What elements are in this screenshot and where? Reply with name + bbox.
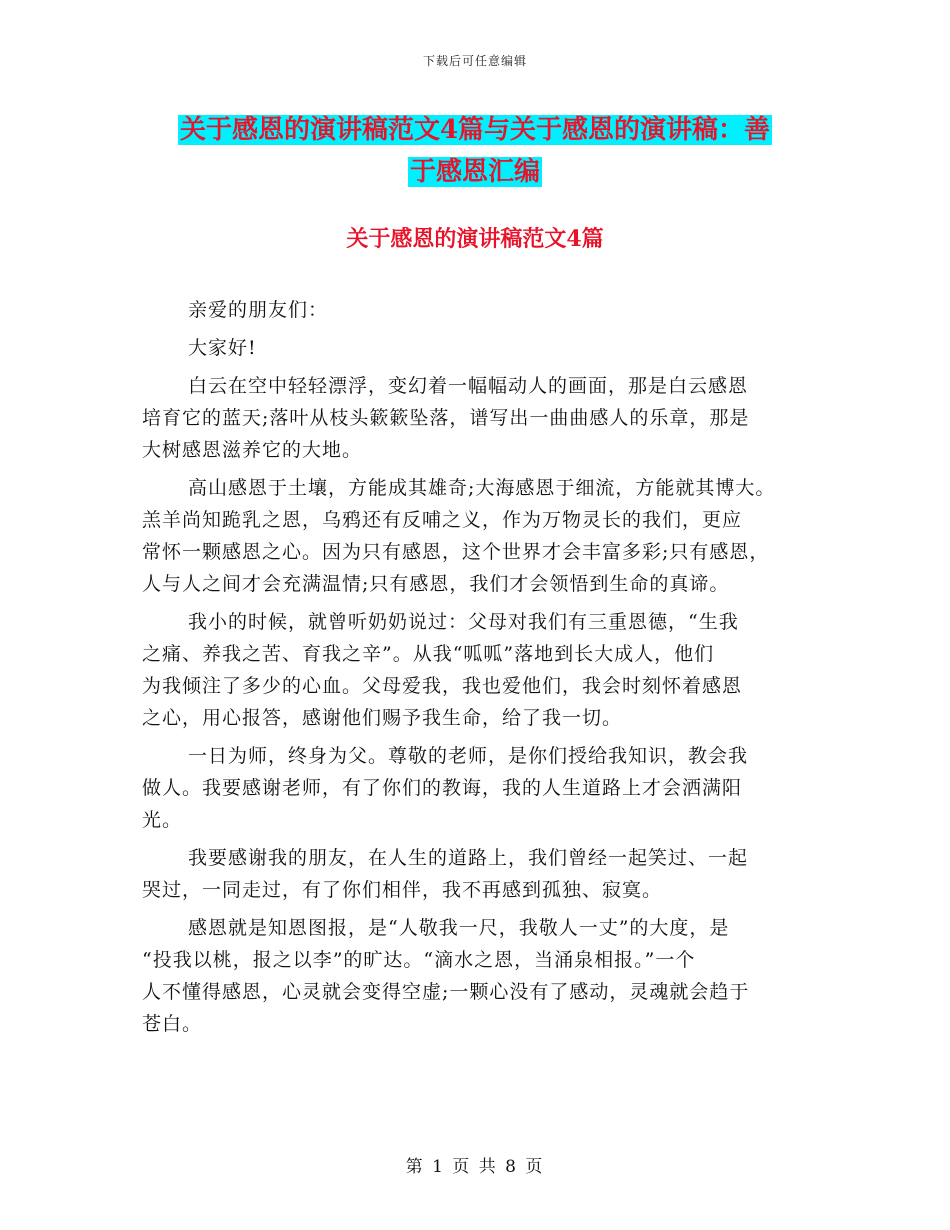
paragraph-line: 亲爱的朋友们：	[188, 299, 329, 321]
paragraph-line: 之心，用心报答，感谢他们赐予我生命，给了我一切。	[142, 707, 623, 729]
paragraph-line: 之痛、养我之苦、育我之辛”。从我“呱呱”落地到长大成人，他们	[142, 643, 715, 665]
paragraph	[142, 370, 822, 466]
paragraph-line: 人不懂得感恩，心灵就会变得空虚;一颗心没有了感动，灵魂就会趋于	[142, 981, 750, 1003]
paragraph-line: 感恩就是知恩图报，是“人敬我一尺，我敬人一丈”的大度，是	[188, 917, 730, 939]
paragraph	[142, 294, 822, 326]
body-text	[142, 294, 822, 1046]
paragraph	[142, 842, 822, 906]
page-footer: 第 1 页 共 8 页	[405, 1157, 545, 1177]
paragraph	[142, 912, 822, 1040]
paragraph-line: 高山感恩于土壤，方能成其雄奇;大海感恩于细流，方能就其博大。	[188, 477, 776, 499]
section-title: 关于感恩的演讲稿范文4篇	[346, 226, 604, 252]
paragraph-line: 大家好!	[188, 337, 257, 359]
header-note: 下载后可任意编辑	[422, 54, 527, 68]
paragraph-line: 我要感谢我的朋友，在人生的道路上，我们曾经一起笑过、一起	[188, 847, 749, 869]
paragraph	[142, 332, 822, 364]
paragraph	[142, 472, 822, 600]
document-title-line-1: 关于感恩的演讲稿范文4篇与关于感恩的演讲稿：善	[179, 115, 771, 145]
document-title-line-2: 于感恩汇编	[409, 157, 540, 187]
paragraph-line: 我小的时候，就曾听奶奶说过：父母对我们有三重恩德，“生我	[188, 611, 739, 633]
paragraph-line: 白云在空中轻轻漂浮，变幻着一幅幅动人的画面，那是白云感恩	[188, 375, 749, 397]
paragraph	[142, 606, 822, 734]
paragraph-line: 做人。我要感谢老师，有了你们的教诲，我的人生道路上才会洒满阳	[142, 777, 743, 799]
paragraph-line: 哭过，一同走过，有了你们相伴，我不再感到孤独、寂寞。	[142, 879, 663, 901]
paragraph-line: 培育它的蓝天;落叶从枝头簌簌坠落，谱写出一曲曲感人的乐章，那是	[142, 407, 750, 429]
paragraph-line: 大树感恩滋养它的大地。	[142, 439, 363, 461]
paragraph-line: 人与人之间才会充满温情;只有感恩，我们才会领悟到生命的真谛。	[142, 573, 730, 595]
paragraph	[142, 740, 822, 836]
paragraph-line: 为我倾注了多少的心血。父母爱我，我也爱他们，我会时刻怀着感恩	[142, 675, 743, 697]
paragraph-line: 一日为师，终身为父。尊敬的老师，是你们授给我知识，教会我	[188, 745, 749, 767]
paragraph-line: 羔羊尚知跪乳之恩，乌鸦还有反哺之义，作为万物灵长的我们，更应	[142, 509, 743, 531]
paragraph-line: 光。	[142, 809, 183, 831]
paragraph-line: 常怀一颗感恩之心。因为只有感恩，这个世界才会丰富多彩;只有感恩，	[142, 541, 770, 563]
paragraph-line: “投我以桃，报之以李”的旷达。“滴水之恩，当涌泉相报。”一个	[142, 949, 696, 971]
paragraph-line: 苍白。	[142, 1013, 203, 1035]
